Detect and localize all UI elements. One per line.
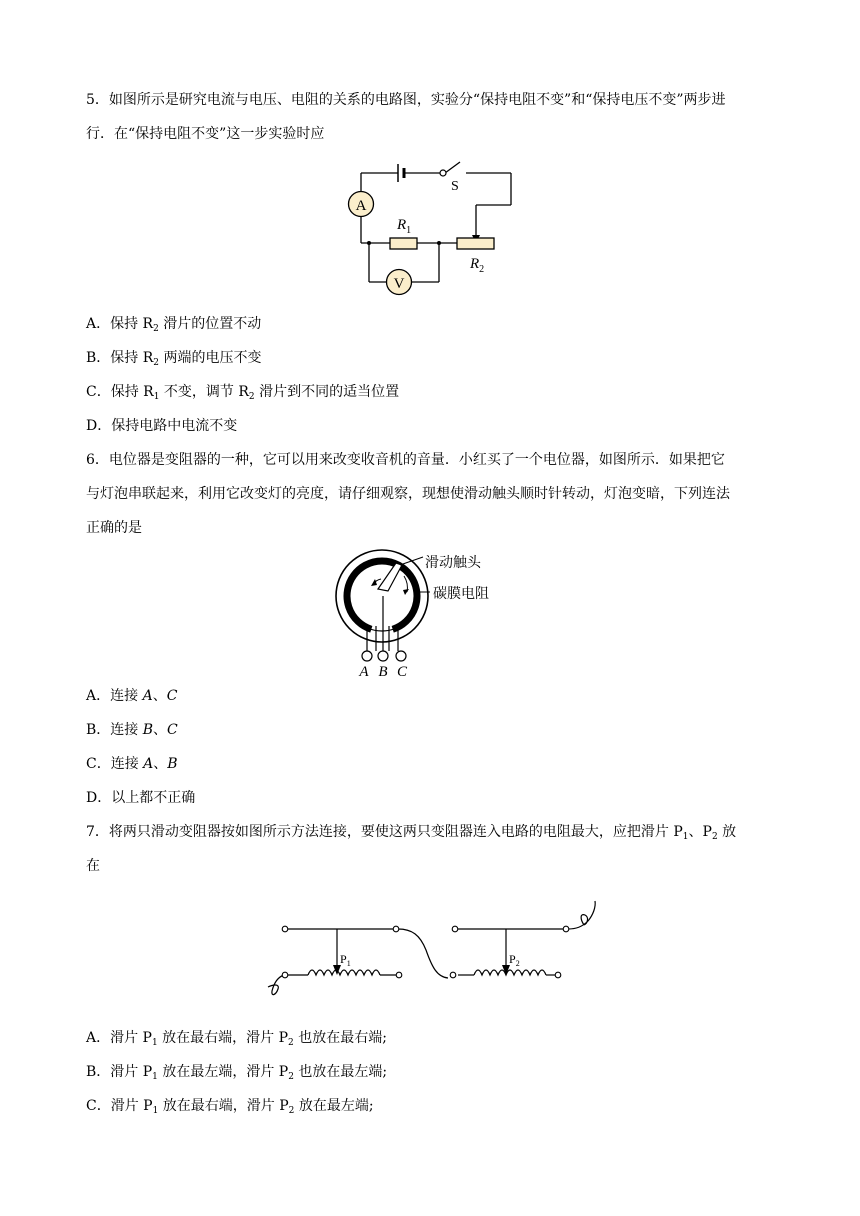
q5-option-c: C．保持 $R_1$ 不变，调节 $R_2$ 滑片到不同的适当位置 (86, 384, 400, 402)
q6-stem-line-3: 正确的是 (86, 520, 142, 536)
sliding-contact-label: 滑动触头 (425, 556, 481, 571)
r2-label: $R_2$ (470, 256, 485, 275)
p1-label: $P_1$ (340, 952, 351, 968)
p2-label: $P_2$ (509, 952, 520, 968)
q5-option-b: B．保持 $R_2$ 两端的电压不变 (86, 350, 262, 368)
q6-stem-line-2: 与灯泡串联起来，利用它改变灯的亮度，请仔细观察，现想使滑动触头顺时针转动，灯泡变暗，下列连法 (86, 486, 730, 502)
terminal-a-label: A (359, 664, 369, 680)
q7-option-a: A．滑片 $P_1$ 放在最右端，滑片 $P_2$ 也放在最右端; (86, 1030, 387, 1048)
q5-stem-line-2: 行．在“保持电阻不变”这一步实验时应 (86, 126, 325, 142)
q6-option-a: A．连接 A、C (86, 688, 178, 704)
q7-rheostats-diagram (262, 895, 602, 1005)
q6-potentiometer-diagram (305, 543, 530, 683)
q5-circuit-diagram (340, 155, 520, 300)
q7-stem-line-2: 在 (86, 858, 100, 874)
voltmeter-label: V (393, 276, 405, 292)
q7-stem-line-1: 7．将两只滑动变阻器按如图所示方法连接，要使这两只变阻器连入电路的电阻最大，应把滑片 $P_1$、$P_2$ 放 (86, 824, 737, 842)
q7-option-b: B．滑片 $P_1$ 放在最左端，滑片 $P_2$ 也放在最左端; (86, 1064, 388, 1082)
terminal-c-label: C (396, 664, 408, 680)
q6-stem-line-1: 6．电位器是变阻器的一种，它可以用来改变收音机的音量．小红买了一个电位器，如图所示．如果把它 (86, 452, 725, 468)
q5-option-a: A．保持 $R_2$ 滑片的位置不动 (86, 316, 262, 334)
r1-label: $R_1$ (397, 217, 412, 236)
q6-option-c: C．连接 A、B (86, 756, 178, 772)
q6-option-d: D．以上都不正确 (86, 790, 196, 806)
switch-label: S (451, 179, 459, 194)
q6-option-b: B．连接 B、C (86, 722, 178, 738)
q7-option-c: C．滑片 $P_1$ 放在最右端，滑片 $P_2$ 放在最左端; (86, 1098, 374, 1116)
carbon-film-label: 碳膜电阻 (433, 587, 489, 602)
ammeter-label: A (355, 198, 367, 214)
terminal-b-label: B (378, 664, 388, 680)
q5-stem-line-1: 5．如图所示是研究电流与电压、电阻的关系的电路图，实验分“保持电阻不变”和“保持电压不变”两步进 (86, 92, 726, 108)
q5-option-d: D．保持电路中电流不变 (86, 418, 238, 434)
